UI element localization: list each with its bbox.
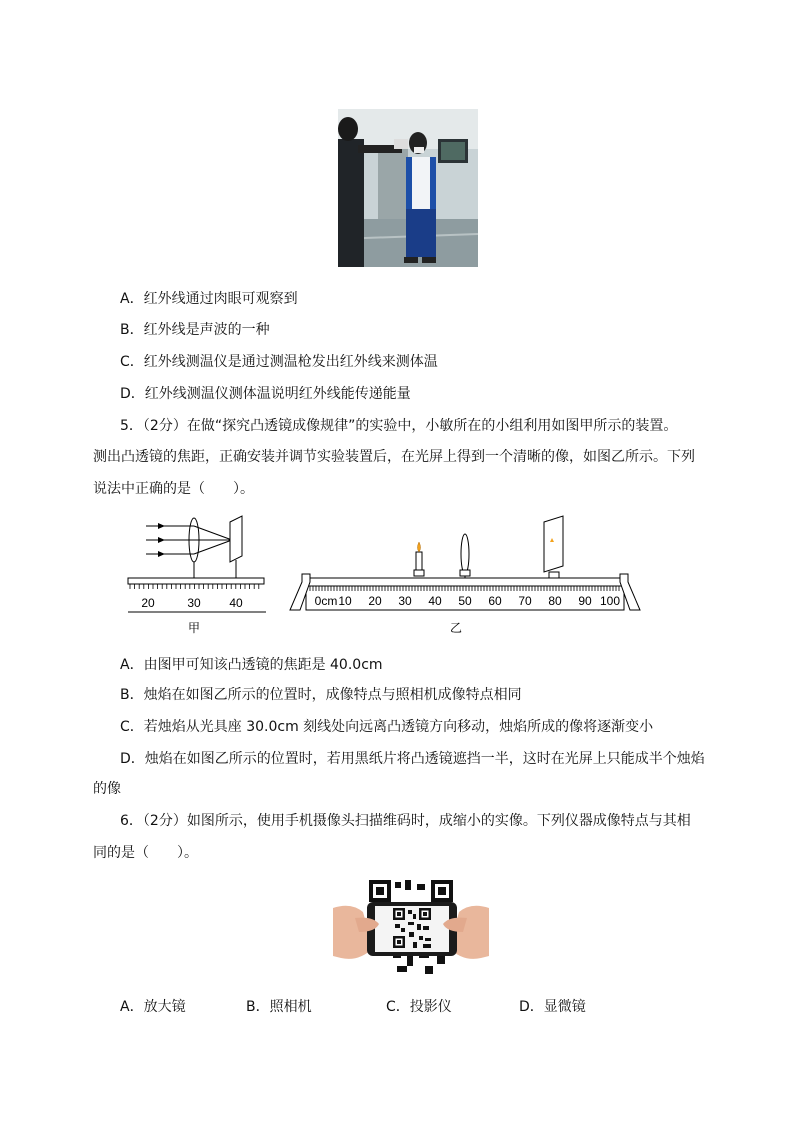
yi-tick-label-50: 50 xyxy=(458,594,472,608)
yi-tick-label-20: 20 xyxy=(368,594,382,608)
q5-option-d-cont: 的像 xyxy=(93,781,121,797)
temperature-photo-drawing xyxy=(338,109,478,267)
q5-stem-line-2: 测出凸透镜的焦距，正确安装并调节实验装置后，在光屏上得到一个清晰的像，如图乙所示。下列 xyxy=(93,449,695,465)
temperature-photo xyxy=(338,109,478,267)
jia-tick-label-40: 40 xyxy=(229,596,243,610)
q6-option-a: A．放大镜 xyxy=(120,999,186,1015)
jia-tick-label-30: 30 xyxy=(187,596,201,610)
q6-option-b: B．照相机 xyxy=(246,999,312,1015)
q4-option-c: C．红外线测温仪是通过测温枪发出红外线来测体温 xyxy=(120,354,438,370)
q6-stem-line-2: 同的是（ ）。 xyxy=(93,845,198,861)
q5-option-d: D．烛焰在如图乙所示的位置时，若用黑纸片将凸透镜遮挡一半，这时在光屏上只能成半个烛焰 xyxy=(120,751,705,767)
q5-option-c: C．若烛焰从光具座 30.0cm 刻线处向远离凸透镜方向移动，烛焰所成的像将逐渐变小 xyxy=(120,719,654,735)
q5-stem-line-1: 5．（2分）在做“探究凸透镜成像规律”的实验中，小敏所在的小组利用如图甲所示的装置。 xyxy=(120,418,678,434)
q6-option-d: D．显微镜 xyxy=(519,999,586,1015)
jia-caption: 甲 xyxy=(187,621,201,635)
q5-stem-line-3: 说法中正确的是（ ）。 xyxy=(93,481,254,497)
yi-tick-label-100: 100 xyxy=(599,594,621,608)
q4-option-d: D．红外线测温仪测体温说明红外线能传递能量 xyxy=(120,386,411,402)
yi-tick-label-60: 60 xyxy=(488,594,502,608)
yi-tick-label-80: 80 xyxy=(548,594,562,608)
q6-stem-line-1: 6．（2分）如图所示，使用手机摄像头扫描维码时，成缩小的实像。下列仪器成像特点与其相 xyxy=(120,813,691,829)
q5-option-b: B．烛焰在如图乙所示的位置时，成像特点与照相机成像特点相同 xyxy=(120,687,522,703)
jia-tick-label-20: 20 xyxy=(141,596,155,610)
figure-yi xyxy=(288,512,648,640)
q4-option-a: A．红外线通过肉眼可观察到 xyxy=(120,291,298,307)
q5-option-a: A．由图甲可知该凸透镜的焦距是 40.0cm xyxy=(120,657,383,673)
q4-option-b: B．红外线是声波的一种 xyxy=(120,322,270,338)
yi-tick-label-40: 40 xyxy=(428,594,442,608)
qr-scan-photo xyxy=(333,878,489,976)
yi-tick-label-30: 30 xyxy=(398,594,412,608)
yi-caption: 乙 xyxy=(449,621,463,635)
yi-tick-label-70: 70 xyxy=(518,594,532,608)
qr-scan-drawing xyxy=(333,878,489,976)
yi-tick-label-10: 10 xyxy=(338,594,352,608)
yi-tick-label-0: 0cm xyxy=(314,594,338,608)
figure-jia xyxy=(120,512,280,640)
yi-tick-label-90: 90 xyxy=(578,594,592,608)
q6-option-c: C．投影仪 xyxy=(386,999,452,1015)
